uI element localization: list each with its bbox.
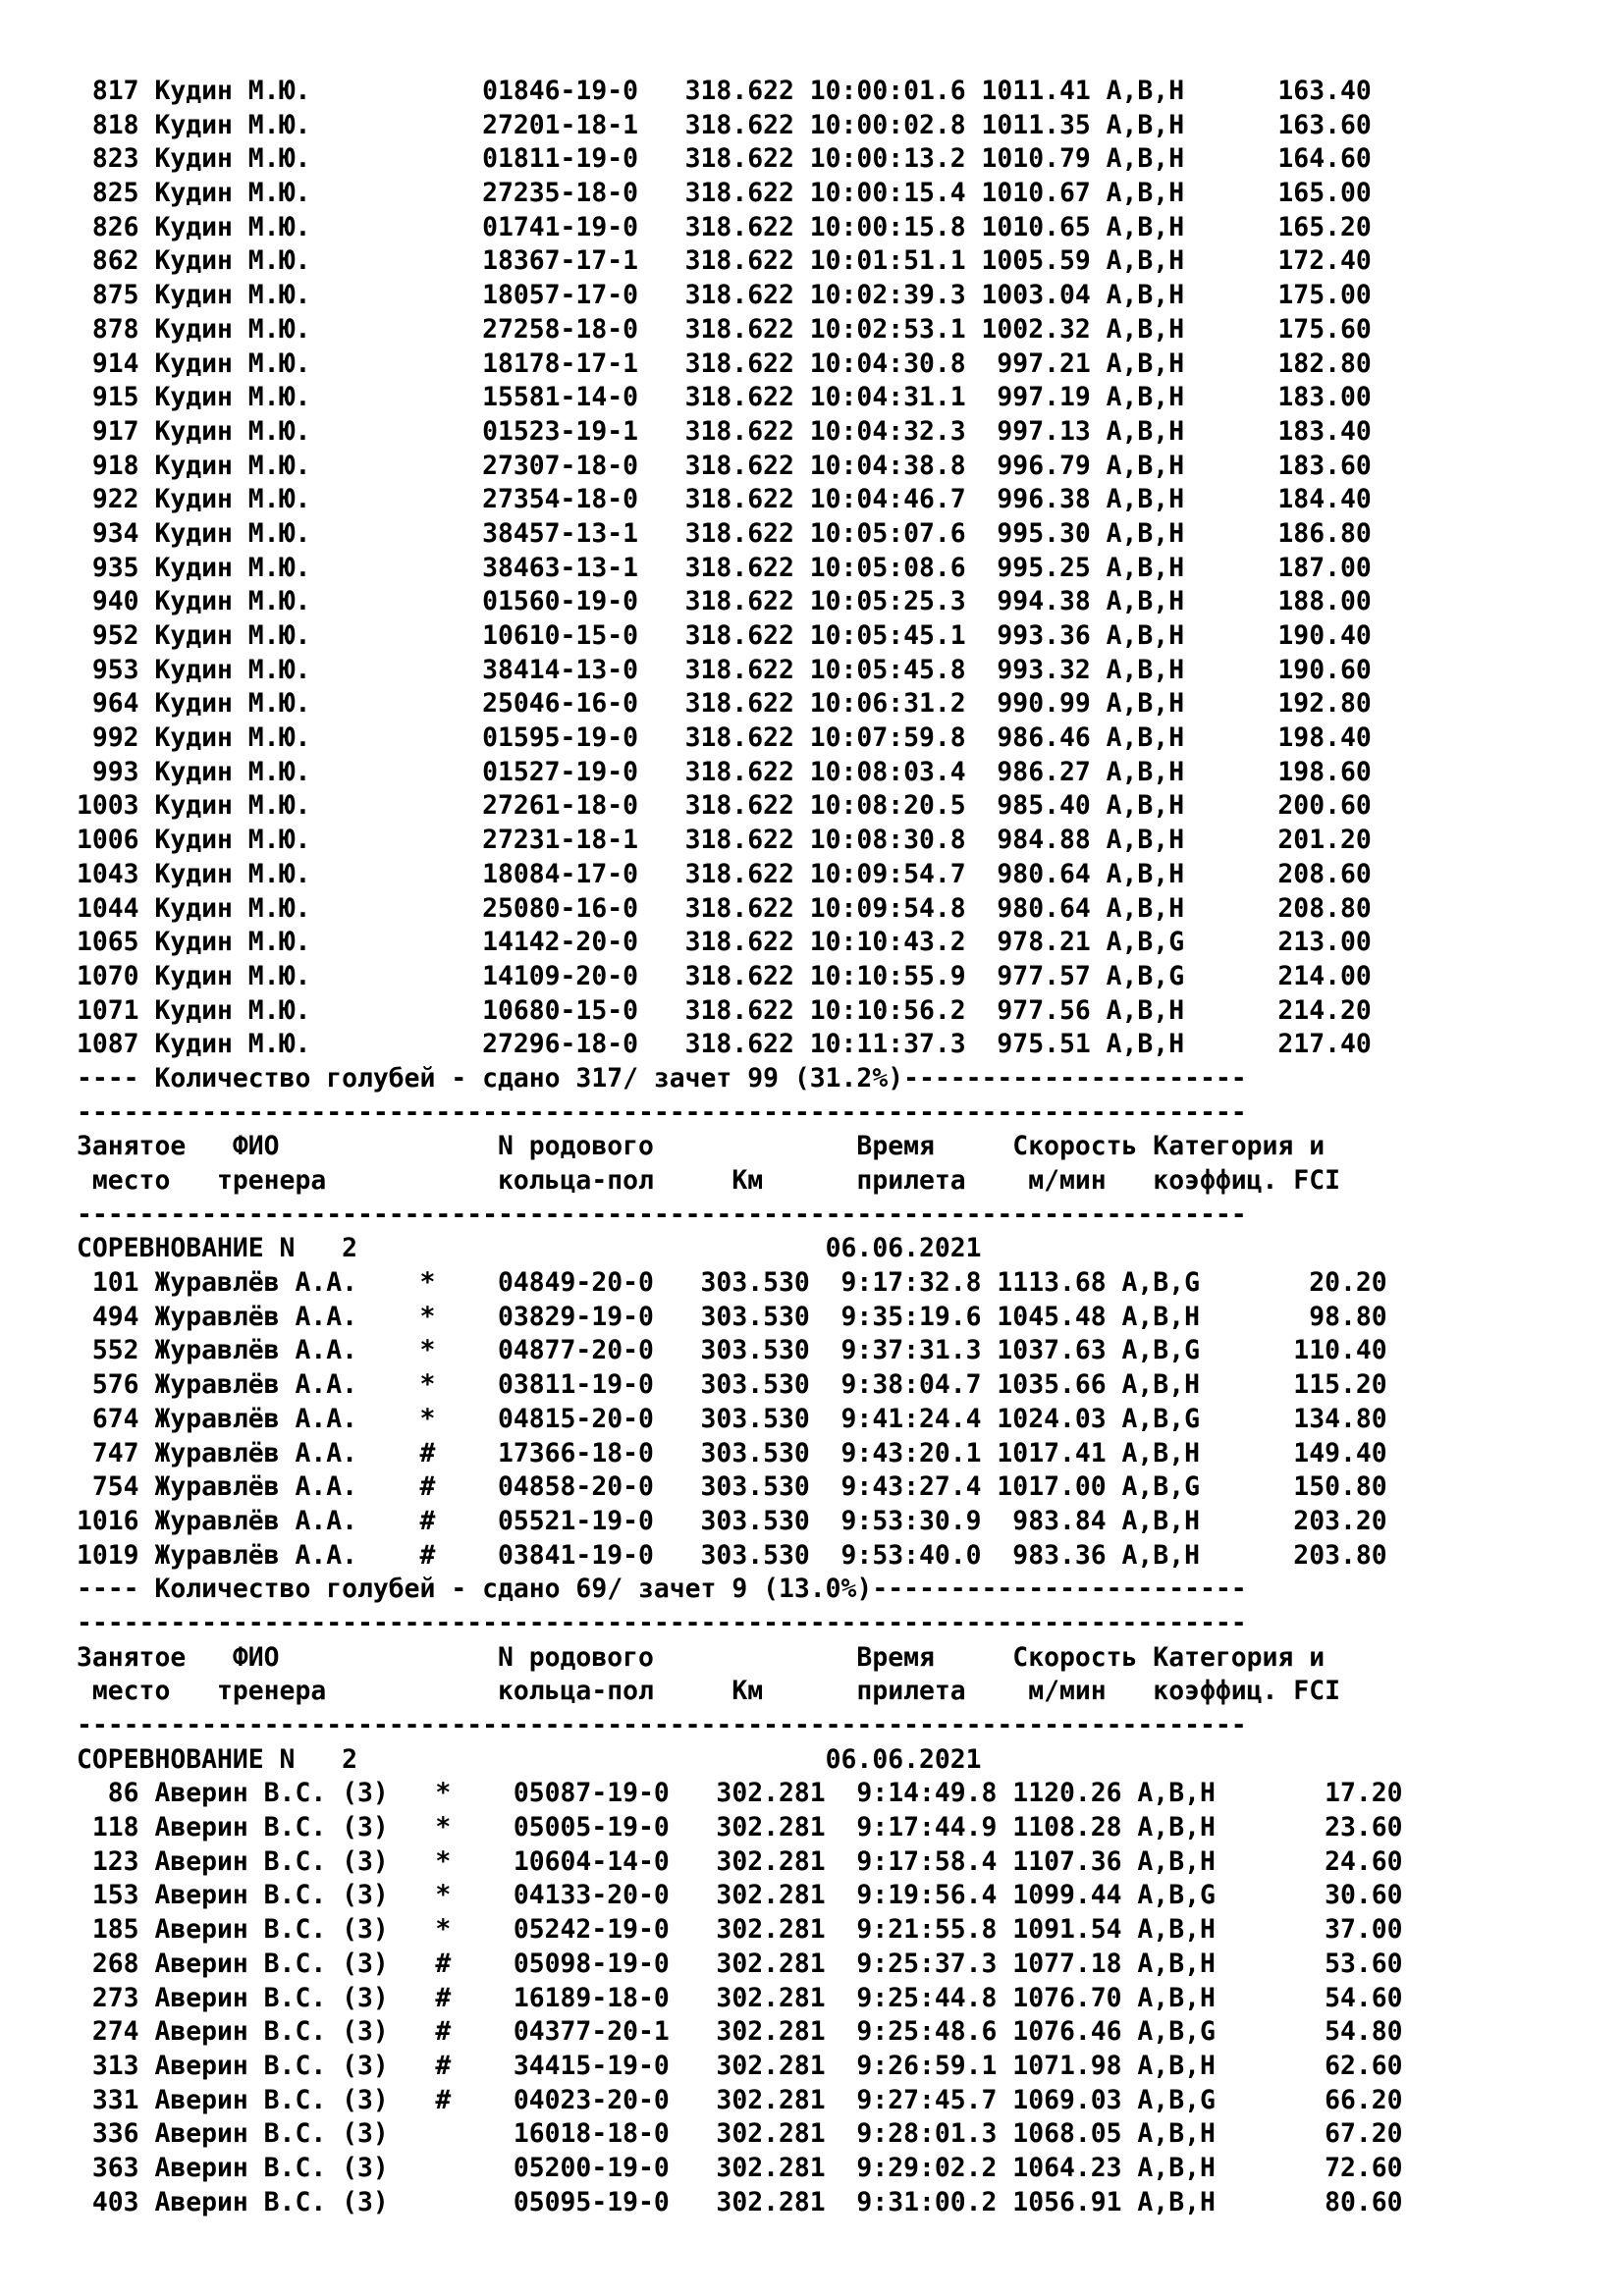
divider: ---------------------------------------------------------------------------	[77, 1096, 1247, 1128]
result-row: 403 Аверин В.С. (З) 05095-19-0 302.281 9:31:00.2 1056.91 A,B,H 80.60	[77, 2186, 1403, 2217]
competition-title: СОРЕВНОВАНИЕ N 2 06.06.2021	[77, 1233, 982, 1264]
result-row: 993 Кудин М.Ю. 01527-19-0 318.622 10:08:03.4 986.27 A,B,H 198.60	[77, 756, 1372, 787]
result-row: 552 Журавлёв А.А. * 04877-20-0 303.530 9:37:31.3 1037.63 A,B,G 110.40	[77, 1335, 1387, 1366]
result-row: 747 Журавлёв А.А. # 17366-18-0 303.530 9:43:20.1 1017.41 A,B,H 149.40	[77, 1437, 1387, 1468]
result-row: 1019 Журавлёв А.А. # 03841-19-0 303.530 9:53:40.0 983.36 A,B,H 203.80	[77, 1539, 1387, 1571]
result-row: 274 Аверин В.С. (З) # 04377-20-1 302.281 9:25:48.6 1076.46 A,B,G 54.80	[77, 2016, 1403, 2048]
result-row: 952 Кудин М.Ю. 10610-15-0 318.622 10:05:45.1 993.36 A,B,H 190.40	[77, 620, 1372, 651]
column-header-line-2: место тренера кольца-пол Км прилета м/мин коэффиц. FCI	[77, 1676, 1340, 1707]
result-row: 268 Аверин В.С. (З) # 05098-19-0 302.281 9:25:37.3 1077.18 A,B,H 53.60	[77, 1948, 1403, 1979]
column-header-line-2: место тренера кольца-пол Км прилета м/мин коэффиц. FCI	[77, 1165, 1340, 1196]
result-row: 825 Кудин М.Ю. 27235-18-0 318.622 10:00:15.4 1010.67 A,B,H 165.00	[77, 178, 1372, 209]
result-row: 123 Аверин В.С. (З) * 10604-14-0 302.281 9:17:58.4 1107.36 A,B,H 24.60	[77, 1845, 1403, 1877]
result-row: 878 Кудин М.Ю. 27258-18-0 318.622 10:02:53.1 1002.32 A,B,H 175.60	[77, 313, 1372, 345]
result-row: 674 Журавлёв А.А. * 04815-20-0 303.530 9:41:24.4 1024.03 A,B,G 134.80	[77, 1403, 1387, 1434]
result-row: 336 Аверин В.С. (З) 16018-18-0 302.281 9:28:01.3 1068.05 A,B,H 67.20	[77, 2118, 1403, 2150]
column-header-line-1: Занятое ФИО N родового Время Скорость Категория и	[77, 1641, 1326, 1673]
result-row: 363 Аверин В.С. (З) 05200-19-0 302.281 9:29:02.2 1064.23 A,B,H 72.60	[77, 2152, 1403, 2183]
result-row: 1016 Журавлёв А.А. # 05521-19-0 303.530 9:53:30.9 983.84 A,B,H 203.20	[77, 1505, 1387, 1536]
section-2-results	[77, 1232, 1403, 1640]
result-row: 964 Кудин М.Ю. 25046-16-0 318.622 10:06:31.2 990.99 A,B,H 192.80	[77, 688, 1372, 720]
result-row: 1006 Кудин М.Ю. 27231-18-1 318.622 10:08:30.8 984.88 A,B,H 201.20	[77, 825, 1372, 856]
section-1-results	[77, 75, 1403, 1130]
result-row: 1044 Кудин М.Ю. 25080-16-0 318.622 10:09:54.8 980.64 A,B,H 208.80	[77, 892, 1372, 924]
result-row: 331 Аверин В.С. (З) # 04023-20-0 302.281 9:27:45.7 1069.03 A,B,G 66.20	[77, 2084, 1403, 2115]
section-summary: ---- Количество голубей - сдано 69/ зачет 9 (13.0%)------------------------	[77, 1574, 1247, 1605]
result-row: 313 Аверин В.С. (З) # 34415-19-0 302.281 9:26:59.1 1071.98 A,B,H 62.60	[77, 2050, 1403, 2081]
result-row: 917 Кудин М.Ю. 01523-19-1 318.622 10:04:32.3 997.13 A,B,H 183.40	[77, 415, 1372, 447]
result-row: 86 Аверин В.С. (З) * 05087-19-0 302.281 9:14:49.8 1120.26 A,B,H 17.20	[77, 1778, 1403, 1809]
result-row: 1071 Кудин М.Ю. 10680-15-0 318.622 10:10:56.2 977.56 A,B,H 214.20	[77, 994, 1372, 1026]
result-row: 185 Аверин В.С. (З) * 05242-19-0 302.281 9:21:55.8 1091.54 A,B,H 37.00	[77, 1914, 1403, 1946]
divider: ---------------------------------------------------------------------------	[77, 1199, 1247, 1230]
result-row: 818 Кудин М.Ю. 27201-18-1 318.622 10:00:02.8 1011.35 A,B,H 163.60	[77, 109, 1372, 140]
result-row: 1003 Кудин М.Ю. 27261-18-0 318.622 10:08:20.5 985.40 A,B,H 200.60	[77, 790, 1372, 822]
result-row: 918 Кудин М.Ю. 27307-18-0 318.622 10:04:38.8 996.79 A,B,H 183.60	[77, 450, 1372, 481]
result-row: 576 Журавлёв А.А. * 03811-19-0 303.530 9:38:04.7 1035.66 A,B,H 115.20	[77, 1369, 1387, 1401]
result-row: 922 Кудин М.Ю. 27354-18-0 318.622 10:04:46.7 996.38 A,B,H 184.40	[77, 484, 1372, 515]
result-row: 1065 Кудин М.Ю. 14142-20-0 318.622 10:10:43.2 978.21 A,B,G 213.00	[77, 927, 1372, 958]
result-row: 273 Аверин В.С. (З) # 16189-18-0 302.281 9:25:44.8 1076.70 A,B,H 54.60	[77, 1982, 1403, 2013]
column-header-line-1: Занятое ФИО N родового Время Скорость Категория и	[77, 1131, 1326, 1162]
report-page	[77, 75, 1403, 2219]
result-row: 826 Кудин М.Ю. 01741-19-0 318.622 10:00:15.8 1010.65 A,B,H 165.20	[77, 211, 1372, 242]
competition-title: СОРЕВНОВАНИЕ N 2 06.06.2021	[77, 1743, 982, 1775]
result-row: 153 Аверин В.С. (З) * 04133-20-0 302.281 9:19:56.4 1099.44 A,B,G 30.60	[77, 1880, 1403, 1911]
section-3-results	[77, 1743, 1403, 2220]
divider: ---------------------------------------------------------------------------	[77, 1607, 1247, 1638]
result-row: 875 Кудин М.Ю. 18057-17-0 318.622 10:02:39.3 1003.04 A,B,H 175.00	[77, 280, 1372, 311]
result-row: 992 Кудин М.Ю. 01595-19-0 318.622 10:07:59.8 986.46 A,B,H 198.40	[77, 722, 1372, 754]
result-row: 1087 Кудин М.Ю. 27296-18-0 318.622 10:11:37.3 975.51 A,B,H 217.40	[77, 1029, 1372, 1060]
result-row: 101 Журавлёв А.А. * 04849-20-0 303.530 9:17:32.8 1113.68 A,B,G 20.20	[77, 1267, 1387, 1299]
result-row: 1043 Кудин М.Ю. 18084-17-0 318.622 10:09:54.7 980.64 A,B,H 208.60	[77, 858, 1372, 889]
result-row: 118 Аверин В.С. (З) * 05005-19-0 302.281 9:17:44.9 1108.28 A,B,H 23.60	[77, 1812, 1403, 1843]
result-row: 1070 Кудин М.Ю. 14109-20-0 318.622 10:10:55.9 977.57 A,B,G 214.00	[77, 960, 1372, 991]
result-row: 935 Кудин М.Ю. 38463-13-1 318.622 10:05:08.6 995.25 A,B,H 187.00	[77, 552, 1372, 583]
result-row: 914 Кудин М.Ю. 18178-17-1 318.622 10:04:30.8 997.21 A,B,H 182.80	[77, 347, 1372, 379]
result-row: 953 Кудин М.Ю. 38414-13-0 318.622 10:05:45.8 993.32 A,B,H 190.60	[77, 654, 1372, 685]
section-summary: ---- Количество голубей - сдано 317/ зачет 99 (31.2%)----------------------	[77, 1062, 1247, 1094]
result-row: 494 Журавлёв А.А. * 03829-19-0 303.530 9:35:19.6 1045.48 A,B,H 98.80	[77, 1301, 1387, 1332]
result-row: 823 Кудин М.Ю. 01811-19-0 318.622 10:00:13.2 1010.79 A,B,H 164.60	[77, 143, 1372, 175]
result-row: 934 Кудин М.Ю. 38457-13-1 318.622 10:05:07.6 995.30 A,B,H 186.80	[77, 517, 1372, 549]
result-row: 940 Кудин М.Ю. 01560-19-0 318.622 10:05:25.3 994.38 A,B,H 188.00	[77, 586, 1372, 617]
result-row: 915 Кудин М.Ю. 15581-14-0 318.622 10:04:31.1 997.19 A,B,H 183.00	[77, 382, 1372, 413]
result-row: 754 Журавлёв А.А. # 04858-20-0 303.530 9:43:27.4 1017.00 A,B,G 150.80	[77, 1471, 1387, 1503]
divider: ---------------------------------------------------------------------------	[77, 1710, 1247, 1740]
result-row: 817 Кудин М.Ю. 01846-19-0 318.622 10:00:01.6 1011.41 A,B,H 163.40	[77, 76, 1372, 106]
result-row: 862 Кудин М.Ю. 18367-17-1 318.622 10:01:51.1 1005.59 A,B,H 172.40	[77, 245, 1372, 277]
